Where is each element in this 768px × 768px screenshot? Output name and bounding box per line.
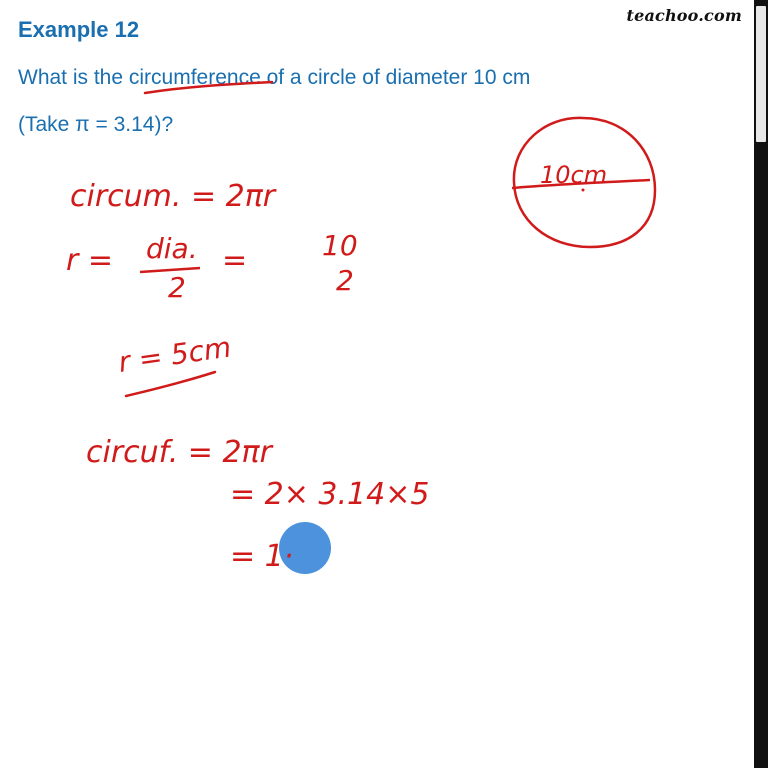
work-line-1: circum. = 2πr <box>70 179 276 214</box>
scrollbar[interactable] <box>754 0 768 768</box>
question-text: What is the circumference of a circle of diameter 10 cm <box>18 66 531 89</box>
work-line-5: = 2× 3.14×5 <box>230 477 430 512</box>
work-line-4: circuf. = 2πr <box>86 435 272 470</box>
dia-numerator: dia. <box>146 232 198 265</box>
circle-diagram <box>512 118 655 247</box>
ten-numerator: 10 <box>322 229 358 262</box>
teachoo-logo: teachoo.com <box>626 6 742 25</box>
work-line-2 <box>66 229 358 304</box>
dia-denominator: 2 <box>168 271 186 304</box>
two-denominator: 2 <box>336 264 354 297</box>
equals-2: = <box>222 243 248 278</box>
underline-circumference <box>145 82 272 93</box>
circle-label: 10cm <box>540 161 608 189</box>
work-line-6: = 1· <box>230 539 294 574</box>
pi-note: (Take π = 3.14)? <box>18 113 174 136</box>
scrollbar-thumb[interactable] <box>756 6 766 142</box>
example-heading: Example 12 <box>18 17 140 42</box>
circle-center-dot <box>582 189 585 192</box>
work-line-3: r = 5cm <box>116 330 234 379</box>
radius-lhs: r = <box>66 243 114 278</box>
